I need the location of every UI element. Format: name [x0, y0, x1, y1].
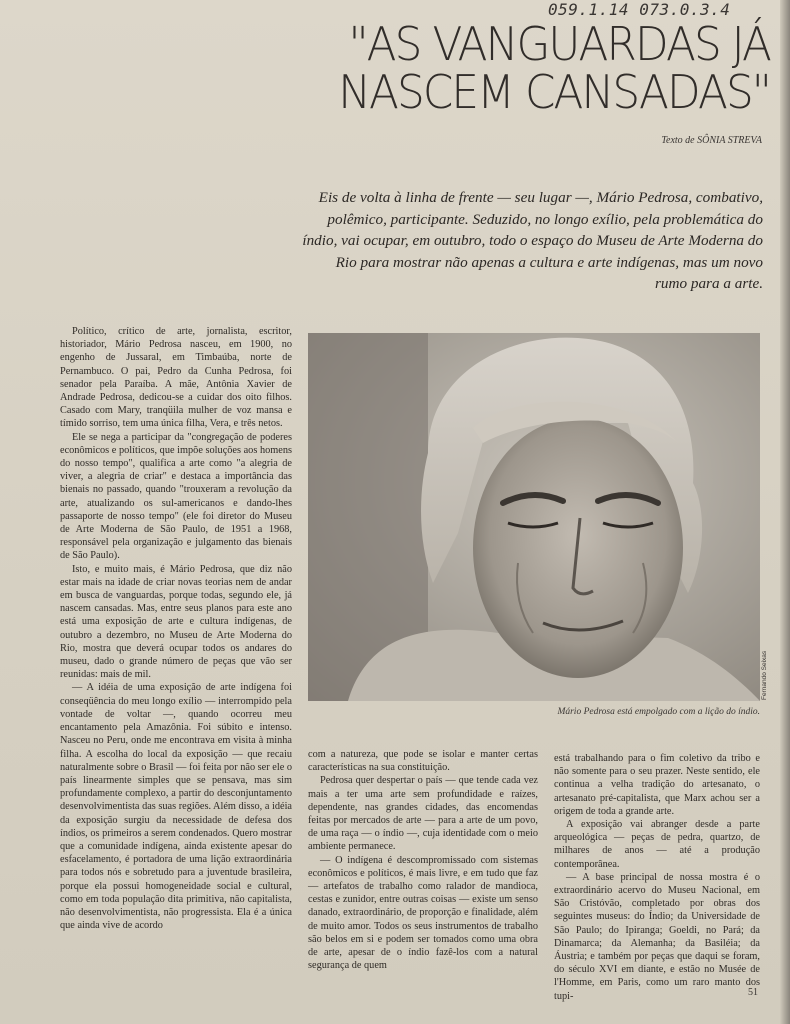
photo-caption: Mário Pedrosa está empolgado com a lição do índio.: [557, 707, 760, 717]
archive-code-handwritten: 059.1.14 073.0.3.4: [548, 0, 731, 19]
lead-paragraph: Eis de volta à linha de frente — seu lugar —, Mário Pedrosa, combativo, polêmico, participante. Seduzido, no longo exílio, pela problemática do índio, vai ocupar, em outubro, todo o espaço do Museu de Arte Moderna do Rio para mostrar não apenas a cultura e arte indígenas, mas um novo rumo para a arte.: [302, 189, 763, 293]
page-edge-shadow: [780, 0, 790, 1024]
paragraph: Ele se nega a participar da "congregação de poderes econômicos e políticos, que impõe soluções aos homens do nosso tempo", qualifica a arte como "a alegria de viver, a alegria de criar" e destaca a importância das bienais no passado, quando "trouxeram a revolução da arte, atualizando os sul-americanos e dando-lhes passaporte de nosso tempo" (ele foi diretor do Museu de Arte Moderna de São Paulo, de 1951 a 1968, responsável pela organização e julgamento das bienais de São Paulo).: [60, 431, 292, 562]
portrait-illustration: [308, 333, 760, 701]
paragraph: Político, crítico de arte, jornalista, escritor, historiador, Mário Pedrosa nasceu, em 1900, no engenho de Jussaral, em Timbaúba, norte de Pernambuco. O pai, Pedro da Cunha Pedrosa, foi senador pela Paraíba. A mãe, Antônia Xavier de Andrade Pedrosa, dedicou-se a cuidar dos oito filhos. Casado com Mary, tranqüila mulher de voz mansa e tímido sorriso, tem uma única filha, Vera, e três netos.: [60, 326, 292, 430]
headline-line-1: "AS VANGUARDAS JÁ: [348, 17, 770, 71]
article-column-left: [60, 325, 292, 987]
headline-line-2: NASCEM CANSADAS": [338, 65, 770, 119]
paragraph: A exposição vai abranger desde a parte arqueológica — peças de pedra, quartzo, de milhares de anos — até a produção contemporânea.: [554, 819, 760, 870]
paragraph: — O indígena é descompromissado com sistemas econômicos e políticos, é mais livre, e em tudo que faz — artefatos de trabalho como ralador de mandioca, cestas e zunidor, entre outras coisas — existe um senso danado, extraordinário, de proporção e finalidade, além de muito amor. Todos os seus instrumentos de trabalho são belos em si e podem ser tomados como uma obra de arte, apesar de o índio fazê-los com a natural segurança de quem: [308, 854, 538, 972]
page-number: 51: [748, 987, 758, 998]
paragraph: com a natureza, que pode se isolar e manter certas características na sua constituição.: [308, 749, 538, 774]
paragraph: Pedrosa quer despertar o país — que tende cada vez mais a ter uma arte sem profundidade e raízes, dependente, nas grandes cidades, das encomendas feitas por mercados de arte — para a arte de um povo, de uma raça — o índio —, cuja identidade com o meio ambiente permanece.: [308, 775, 538, 853]
headline: [300, 17, 770, 119]
paragraph: — A base principal de nossa mostra é o extraordinário acervo do Museu Nacional, em São Cristóvão, completado por obras dos seguintes museus: do Índio; da Universidade de São Paulo; do Ipiranga; Goeldi, no Pará; da Dinamarca; da Alemanha; da Basiléia; da Áustria; e também por peças que daqui se foram, do século XVI em diante, e estão no Musée de l'Homme, em Paris, como um raro manto dos tupi-: [554, 871, 760, 1002]
paragraph: está trabalhando para o fim coletivo da tribo e não somente para o seu prazer. Neste sentido, ele continua a velha tradição do artesanato, o artesanato pré-capitalista, que Marx achou ser a origem de toda a grande arte.: [554, 753, 760, 817]
paragraph: — A idéia de uma exposição de arte indígena foi conseqüência do meu longo exílio — interrompido pela vontade de voltar —, quando ocorreu meu encantamento pela Amazônia. Foi súbito e intenso. Nasceu no Peru, onde me encontrava em visita à minha filha. A escolha do local da exposição — que recaiu naturalmente sobre o Brasil — foi feita por não ser ele o país linearmente simples que se pensava, mas sim profundamente complexo, a partir do desconjuntamento desenvolvimentista das suas regiões. Além disso, a idéia da exposição surgiu da necessidade de defesa dos índios, os primeiros a serem condenados. Quero mostrar que a comunidade indígena, ainda existente apesar do esfacelamento, é portadora de uma lição extraordinária para todos nós e sobretudo para a juventude brasileira, porque ela possui homogeneidade social e cultural, como em toda população dita primitiva, não capitalista, não desenvolvimentista, não progressista. Ela é a única que ainda vive de acordo: [60, 682, 292, 932]
byline: Texto de SÔNIA STREVA: [661, 135, 762, 146]
photo-credit: Fernando Seixas: [761, 650, 768, 700]
paragraph: Isto, e muito mais, é Mário Pedrosa, que diz não estar mais na idade de criar novas teorias nem de andar em busca de vanguardas, porque todas, segundo ele, já nascem cansadas. Mas, entre seus planos para este ano está uma exposição de arte e cultura indígenas, de outubro a dezembro, no Museu de Arte Moderna do Rio, mostra que deverá ocupar todos os andares do museu, dado o grande número de peças que vão ser reunidas: mais de mil.: [60, 563, 292, 681]
portrait-photo: [308, 333, 760, 701]
article-column-middle: [308, 748, 538, 988]
